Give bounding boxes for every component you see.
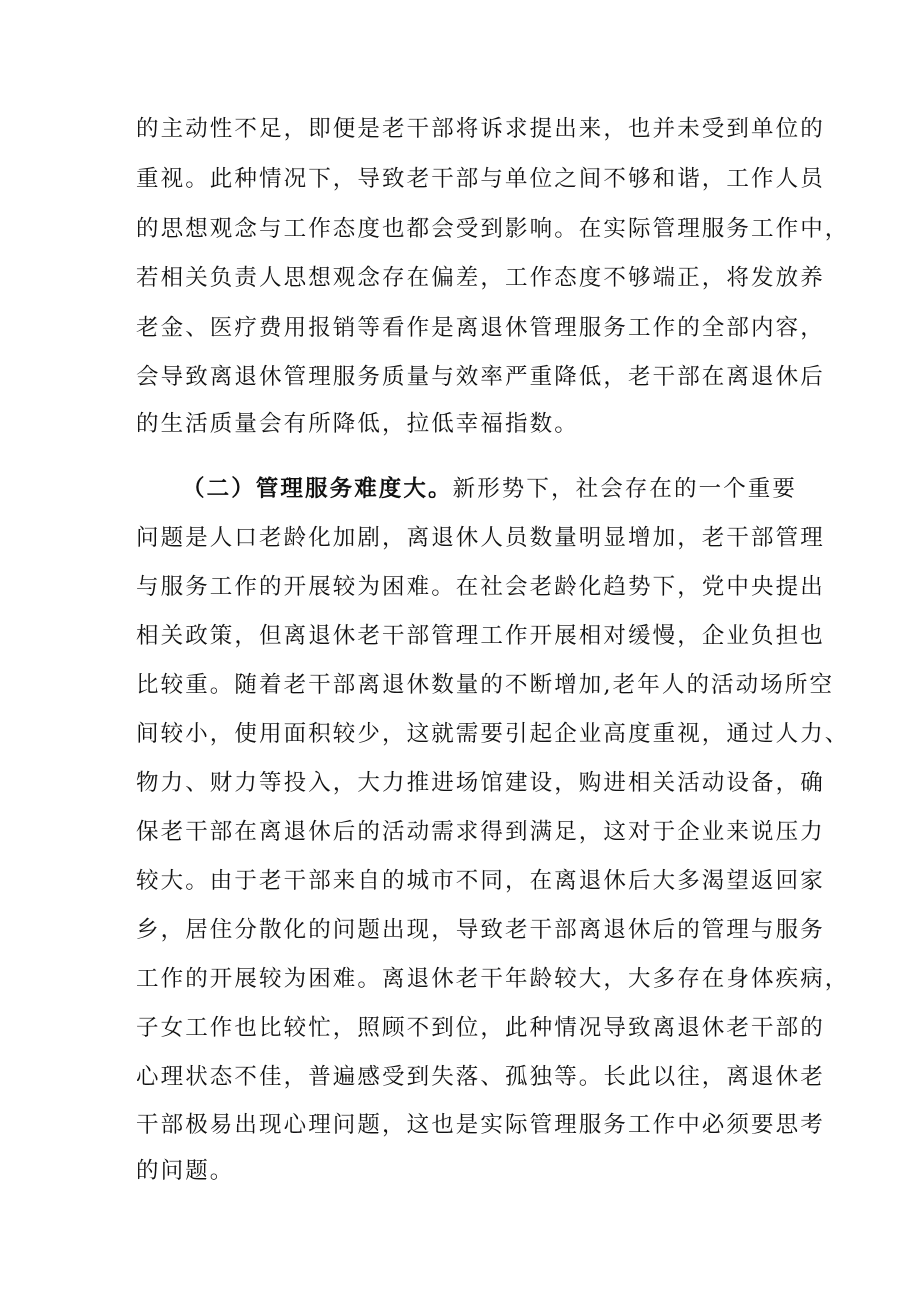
paragraph-2-line-11: 工作的开展较为困难。离退休老干年龄较大，大多存在身体疾病， — [136, 966, 850, 992]
section-heading: （二）管理服务难度大。 — [182, 476, 453, 502]
paragraph-2-line-2: 问题是人口老龄化加剧，离退休人员数量明显增加，老干部管理 — [136, 525, 825, 551]
paragraph-2-line-4: 相关政策，但离退休老干部管理工作开展相对缓慢，企业负担也 — [136, 623, 825, 649]
paragraph-1-line-5: 老金、医疗费用报销等看作是离退休管理服务工作的全部内容， — [136, 315, 825, 341]
paragraph-2-line-14: 干部极易出现心理问题，这也是实际管理服务工作中必须要思考 — [136, 1112, 825, 1138]
paragraph-2-line-7: 物力、财力等投入，大力推进场馆建设，购进相关活动设备，确 — [136, 770, 825, 796]
paragraph-2-line-13: 心理状态不佳，普遍感受到失落、孤独等。长此以往，离退休老 — [136, 1064, 825, 1090]
paragraph-2-first-line-text: 新形势下，社会存在的一个重要 — [452, 476, 798, 502]
paragraph-1-line-7: 的生活质量会有所降低，拉低幸福指数。 — [136, 411, 579, 437]
paragraph-2-line-5: 比较重。随着老干部离退休数量的不断增加,老年人的活动场所空 — [136, 672, 835, 698]
paragraph-2-line-6: 间较小，使用面积较少，这就需要引起企业高度重视，通过人力、 — [136, 721, 850, 747]
paragraph-1-line-2: 重视。此种情况下，导致老干部与单位之间不够和谐，工作人员 — [136, 166, 825, 192]
paragraph-2-line-15: 的问题。 — [136, 1158, 235, 1184]
paragraph-2-line-12: 子女工作也比较忙，照顾不到位，此种情况导致离退休老干部的 — [136, 1015, 825, 1041]
paragraph-2-first-line — [182, 474, 797, 504]
paragraph-2-line-9: 较大。由于老干部来自的城市不同，在离退休后大多渴望返回家 — [136, 868, 825, 894]
paragraph-1-line-4: 若相关负责人思想观念存在偏差，工作态度不够端正，将发放养 — [136, 265, 825, 291]
paragraph-2-line-3: 与服务工作的开展较为困难。在社会老龄化趋势下，党中央提出 — [136, 574, 825, 600]
paragraph-1-line-3: 的思想观念与工作态度也都会受到影响。在实际管理服务工作中， — [136, 216, 850, 242]
paragraph-2-line-8: 保老干部在离退休后的活动需求得到满足，这对于企业来说压力 — [136, 819, 825, 845]
paragraph-2-line-10: 乡，居住分散化的问题出现，导致老干部离退休后的管理与服务 — [136, 917, 825, 943]
paragraph-1-line-6: 会导致离退休管理服务质量与效率严重降低，老干部在离退休后 — [136, 364, 825, 390]
paragraph-1-line-1: 的主动性不足，即便是老干部将诉求提出来，也并未受到单位的 — [136, 116, 825, 142]
